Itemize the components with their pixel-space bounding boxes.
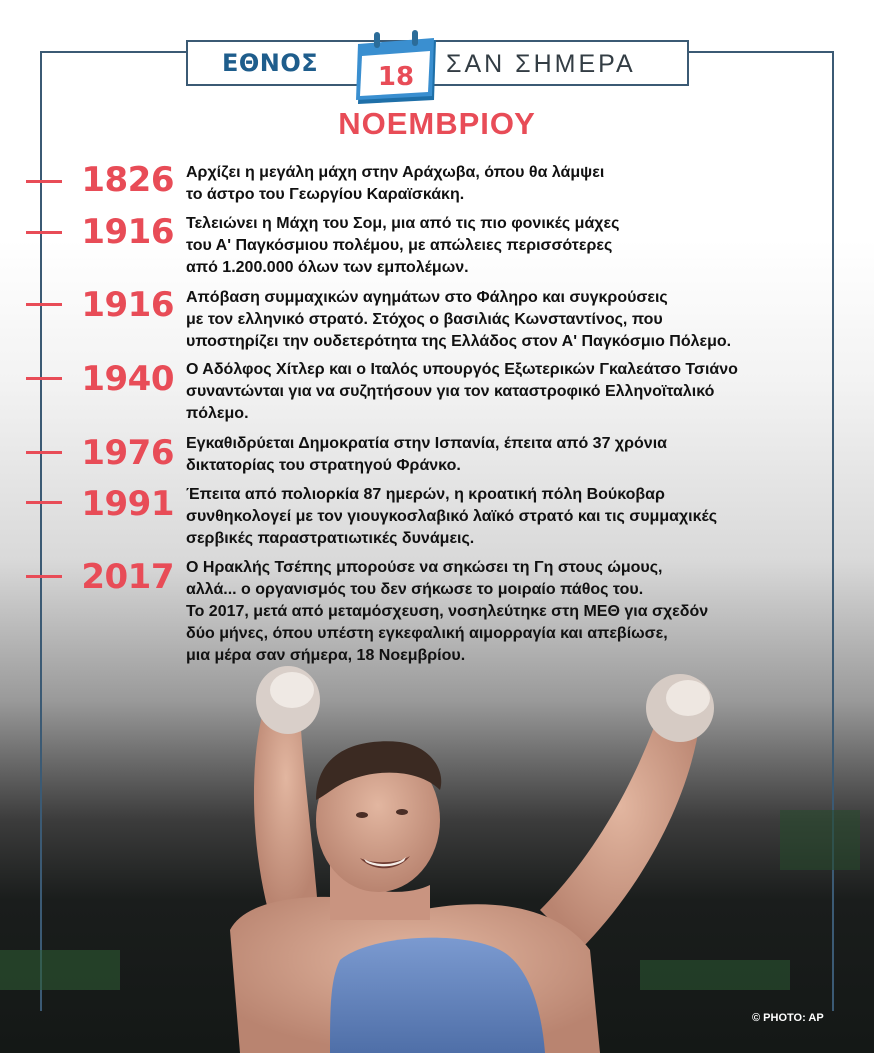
header-slogan: ΣΑΝ ΣΗΜΕΡΑ <box>446 50 636 78</box>
event-line: Τελειώνει η Μάχη του Σομ, μια από τις πιο φονικές μάχες <box>186 215 620 232</box>
event-description <box>186 433 816 477</box>
athlete-photo <box>0 660 874 1053</box>
event-description <box>186 359 816 425</box>
event-year: 1916 <box>81 212 174 252</box>
event-line: σερβικές παραστρατιωτικές δυνάμεις. <box>186 530 475 547</box>
month-title: ΝΟΕΜΒΡΙΟΥ <box>338 106 536 141</box>
timeline-dash <box>26 451 62 454</box>
calendar-day: 18 <box>377 62 415 92</box>
event-description <box>186 162 816 206</box>
timeline-dash <box>26 303 62 306</box>
event-line: Απόβαση συμμαχικών αγημάτων στο Φάληρο και συγκρούσεις <box>186 289 668 306</box>
event-line: δύο μήνες, όπου υπέστη εγκεφαλική αιμορραγία και απεβίωσε, <box>186 625 668 642</box>
event-line: Αρχίζει η μεγάλη μάχη στην Αράχωβα, όπου θα λάμψει <box>186 164 605 181</box>
event-line: του Α' Παγκόσμιου πολέμου, με απώλειες περισσότερες <box>186 237 613 254</box>
event-description <box>186 287 816 353</box>
timeline-dash <box>26 231 62 234</box>
event-line: πόλεμο. <box>186 405 249 422</box>
brand-logo: ΕΘΝΟΣ <box>222 49 319 77</box>
event-line: Ο Αδόλφος Χίτλερ και ο Ιταλός υπουργός Εξωτερικών Γκαλεάτσο Τσιάνο <box>186 361 738 378</box>
event-line: υποστηρίζει την ουδετερότητα της Ελλάδος στον Α' Παγκόσμιο Πόλεμο. <box>186 333 732 350</box>
event-line: Το 2017, μετά από μεταμόσχευση, νοσηλεύτηκε στη ΜΕΘ για σχεδόν <box>186 603 709 620</box>
event-line: αλλά... ο οργανισμός του δεν σήκωσε το μοιραίο πάθος του. <box>186 581 644 598</box>
event-year: 2017 <box>81 557 174 597</box>
event-line: από 1.200.000 όλων των εμπολέμων. <box>186 259 469 276</box>
event-description <box>186 213 816 279</box>
event-line: Έπειτα από πολιορκία 87 ημερών, η κροατική πόλη Βούκοβαρ <box>186 486 665 503</box>
event-line: το άστρο του Γεωργίου Καραϊσκάκη. <box>186 186 465 203</box>
photo-credit: © PHOTO: AP <box>752 1012 824 1024</box>
event-description <box>186 557 816 667</box>
event-year: 1991 <box>81 484 174 524</box>
timeline-dash <box>26 575 62 578</box>
event-year: 1940 <box>81 359 174 399</box>
event-line: με τον ελληνικό στρατό. Στόχος ο βασιλιάς Κωνσταντίνος, που <box>186 311 663 328</box>
event-year: 1916 <box>81 285 174 325</box>
event-line: μια μέρα σαν σήμερα, 18 Νοεμβρίου. <box>186 647 466 664</box>
timeline-dash <box>26 377 62 380</box>
event-line: Εγκαθιδρύεται Δημοκρατία στην Ισπανία, έπειτα από 37 χρόνια <box>186 435 667 452</box>
event-year: 1826 <box>81 160 174 200</box>
event-description <box>186 484 816 550</box>
timeline-dash <box>26 501 62 504</box>
event-line: δικτατορίας του στρατηγού Φράνκο. <box>186 457 461 474</box>
event-year: 1976 <box>81 433 174 473</box>
calendar-icon <box>354 30 440 106</box>
event-line: συναντώνται για να συζητήσουν για τον καταστροφικό Ελληνοϊταλικό <box>186 383 715 400</box>
event-line: Ο Ηρακλής Τσέπης μπορούσε να σηκώσει τη Γη στους ώμους, <box>186 559 663 576</box>
event-line: συνθηκολογεί με τον γιουγκοσλαβικό λαϊκό στρατό και τις συμμαχικές <box>186 508 718 525</box>
timeline-dash <box>26 180 62 183</box>
